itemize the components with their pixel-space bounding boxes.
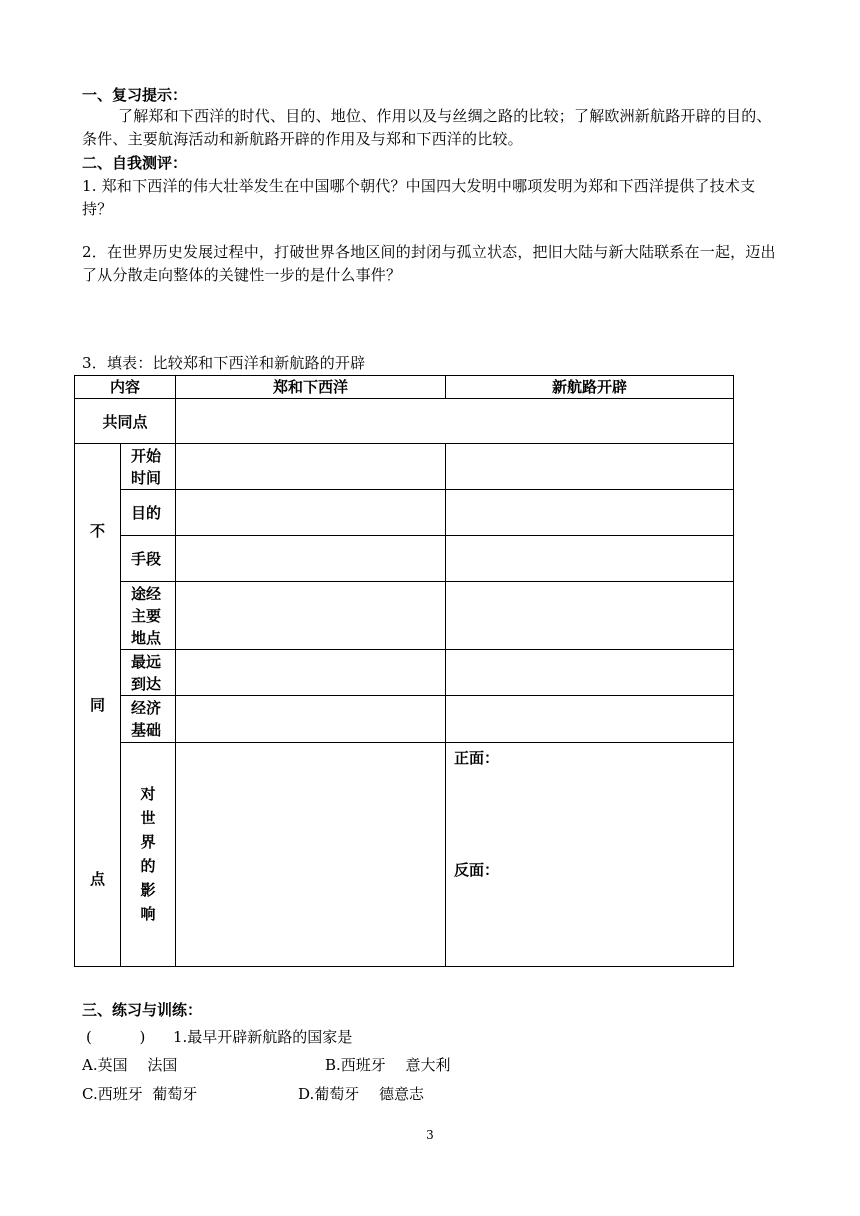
question-2: 2．在世界历史发展过程中，打破世界各地区间的封闭与孤立状态，把旧大陆与新大陆联系在一起，迈出了从分散走向整体的关键性一步的是什么事件？ <box>82 243 776 284</box>
table-row <box>75 444 734 490</box>
cell-zhenghe-route[interactable] <box>176 582 446 650</box>
cell-zhenghe-farthest[interactable] <box>176 650 446 696</box>
option-c: C.西班牙 葡萄牙 <box>82 1085 198 1103</box>
cell-newroute-purpose[interactable] <box>446 490 734 536</box>
row-label-economic: 经济基础 <box>121 696 176 742</box>
table-row <box>75 650 734 696</box>
positive-label: 正面： <box>454 748 500 767</box>
cell-zhenghe-purpose[interactable] <box>176 490 446 536</box>
cell-zhenghe-means[interactable] <box>176 536 446 582</box>
section-heading-practice: 三、练习与训练： <box>82 1001 203 1019</box>
comparison-table <box>74 375 734 967</box>
header-zhenghe: 郑和下西洋 <box>176 376 446 399</box>
common-label: 共同点 <box>75 399 176 444</box>
table-header-row <box>75 376 734 399</box>
cell-newroute-route[interactable] <box>446 582 734 650</box>
common-cell[interactable] <box>176 399 734 444</box>
practice-question-1: 1.最早开辟新航路的国家是 <box>173 1028 353 1046</box>
diff-char-3: 点 <box>89 870 105 888</box>
row-label-route: 途经主要地点 <box>121 582 176 650</box>
diff-char-2: 同 <box>89 696 105 714</box>
table-row-common <box>75 399 734 444</box>
cell-newroute-impact[interactable] <box>446 742 734 966</box>
question-3: 3．填表：比较郑和下西洋和新航路的开辟 <box>82 354 366 372</box>
option-d: D.葡萄牙 德意志 <box>298 1085 425 1103</box>
review-body: 了解郑和下西洋的时代、目的、地位、作用以及与丝绸之路的比较；了解欧洲新航路开辟的目的、条件、主要航海活动和新航路开辟的作用及与郑和下西洋的比较。 <box>82 107 772 148</box>
page-number: 3 <box>426 1128 434 1142</box>
header-new-route: 新航路开辟 <box>446 376 734 399</box>
diff-label <box>75 444 121 967</box>
table-row <box>75 582 734 650</box>
row-label-purpose: 目的 <box>121 490 176 536</box>
row-label-impact: 对世界的影响 <box>121 742 176 966</box>
option-b: B.西班牙 意大利 <box>325 1056 451 1074</box>
table-row <box>75 696 734 742</box>
row-label-means: 手段 <box>121 536 176 582</box>
diff-char-1: 不 <box>89 522 105 540</box>
cell-zhenghe-start-time[interactable] <box>176 444 446 490</box>
row-label-farthest: 最远到达 <box>121 650 176 696</box>
section-heading-review: 一、复习提示： <box>82 86 188 104</box>
table-row-impact <box>75 742 734 966</box>
negative-label: 反面： <box>454 860 500 879</box>
option-a: A.英国 法国 <box>82 1056 178 1074</box>
cell-newroute-economic[interactable] <box>446 696 734 742</box>
cell-zhenghe-economic[interactable] <box>176 696 446 742</box>
answer-blank[interactable]: ( ) <box>86 1028 146 1046</box>
question-1: 1. 郑和下西洋的伟大壮举发生在中国哪个朝代？中国四大发明中哪项发明为郑和下西洋提供了技术支持？ <box>82 177 756 218</box>
cell-zhenghe-impact[interactable] <box>176 742 446 966</box>
cell-newroute-start-time[interactable] <box>446 444 734 490</box>
table-row <box>75 536 734 582</box>
header-content: 内容 <box>75 376 176 399</box>
row-label-start-time: 开始时间 <box>121 444 176 490</box>
section-heading-self-test: 二、自我测评： <box>82 154 188 172</box>
table-row <box>75 490 734 536</box>
cell-newroute-means[interactable] <box>446 536 734 582</box>
cell-newroute-farthest[interactable] <box>446 650 734 696</box>
